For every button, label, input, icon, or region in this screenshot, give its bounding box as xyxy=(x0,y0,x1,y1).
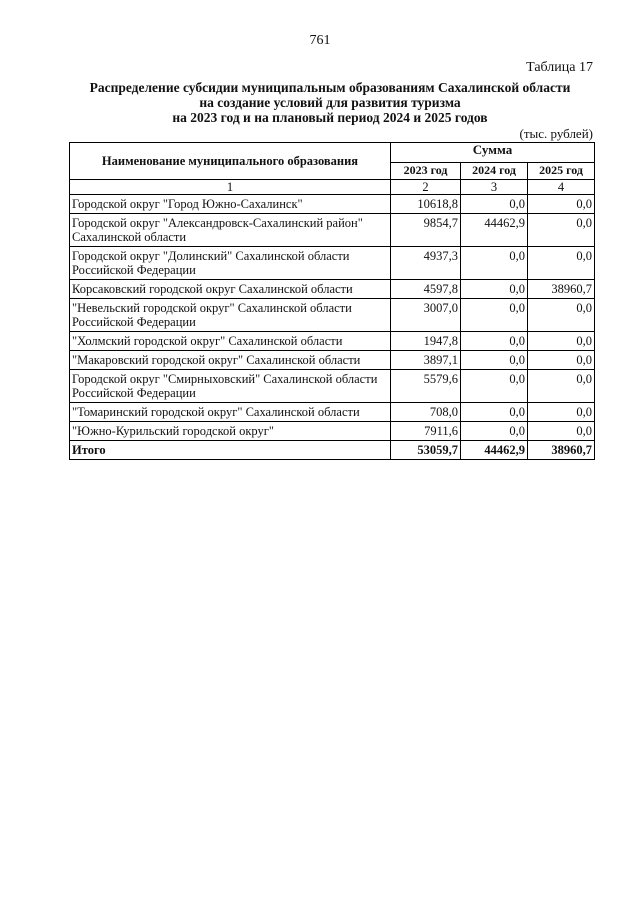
value-2024: 0,0 xyxy=(461,280,528,299)
value-2024: 0,0 xyxy=(461,247,528,280)
value-2025: 0,0 xyxy=(528,299,595,332)
value-2025: 0,0 xyxy=(528,195,595,214)
row-name: "Томаринский городской округ" Сахалинской области xyxy=(70,403,391,422)
header-year-2025: 2025 год xyxy=(528,163,595,180)
table-row xyxy=(70,351,595,370)
value-2025: 0,0 xyxy=(528,422,595,441)
value-2025: 0,0 xyxy=(528,332,595,351)
title-line-1: Распределение субсидии муниципальным образованиям Сахалинской области xyxy=(89,80,571,95)
total-2024: 44462,9 xyxy=(461,441,528,460)
row-name: "Невельский городской округ" Сахалинской области Российской Федерации xyxy=(70,299,391,332)
table-row xyxy=(70,370,595,403)
value-2024: 0,0 xyxy=(461,299,528,332)
document-title xyxy=(70,80,590,125)
total-2023: 53059,7 xyxy=(391,441,461,460)
value-2023: 1947,8 xyxy=(391,332,461,351)
table-row xyxy=(70,332,595,351)
title-line-2: на создание условий для развития туризма xyxy=(199,95,461,110)
value-2025: 0,0 xyxy=(528,351,595,370)
row-name: Городской округ "Александровск-Сахалинский район" Сахалинской области xyxy=(70,214,391,247)
table-row xyxy=(70,403,595,422)
value-2024: 0,0 xyxy=(461,195,528,214)
row-name: Городской округ "Смирныховский" Сахалинской области Российской Федерации xyxy=(70,370,391,403)
table-row xyxy=(70,195,595,214)
value-2023: 3897,1 xyxy=(391,351,461,370)
header-year-2024: 2024 год xyxy=(461,163,528,180)
table-row xyxy=(70,299,595,332)
table-label: Таблица 17 xyxy=(526,60,593,75)
total-row xyxy=(70,441,595,460)
table-row xyxy=(70,422,595,441)
row-name: Корсаковский городской округ Сахалинской области xyxy=(70,280,391,299)
units-label: (тыс. рублей) xyxy=(519,126,593,141)
header-name: Наименование муниципального образования xyxy=(70,143,391,180)
value-2023: 5579,6 xyxy=(391,370,461,403)
table-row xyxy=(70,247,595,280)
total-2025: 38960,7 xyxy=(528,441,595,460)
total-label: Итого xyxy=(70,441,391,460)
value-2025: 0,0 xyxy=(528,214,595,247)
value-2024: 0,0 xyxy=(461,370,528,403)
column-index-1: 1 xyxy=(70,180,391,195)
column-index-4: 4 xyxy=(528,180,595,195)
value-2024: 0,0 xyxy=(461,403,528,422)
value-2023: 7911,6 xyxy=(391,422,461,441)
value-2025: 0,0 xyxy=(528,247,595,280)
table-row xyxy=(70,214,595,247)
value-2024: 0,0 xyxy=(461,351,528,370)
value-2023: 9854,7 xyxy=(391,214,461,247)
row-name: "Макаровский городской округ" Сахалинской области xyxy=(70,351,391,370)
title-line-3: на 2023 год и на плановый период 2024 и 2025 годов xyxy=(172,110,488,125)
value-2024: 0,0 xyxy=(461,422,528,441)
page-number: 761 xyxy=(309,33,331,48)
value-2025: 38960,7 xyxy=(528,280,595,299)
row-name: "Холмский городской округ" Сахалинской области xyxy=(70,332,391,351)
subsidy-table xyxy=(69,142,595,460)
column-index-2: 2 xyxy=(391,180,461,195)
value-2025: 0,0 xyxy=(528,370,595,403)
value-2024: 0,0 xyxy=(461,332,528,351)
row-name: Городской округ "Город Южно-Сахалинск" xyxy=(70,195,391,214)
header-year-2023: 2023 год xyxy=(391,163,461,180)
value-2023: 10618,8 xyxy=(391,195,461,214)
table-row xyxy=(70,280,595,299)
value-2023: 708,0 xyxy=(391,403,461,422)
column-index-3: 3 xyxy=(461,180,528,195)
value-2025: 0,0 xyxy=(528,403,595,422)
header-sum: Сумма xyxy=(391,143,595,163)
value-2023: 4937,3 xyxy=(391,247,461,280)
row-name: "Южно-Курильский городской округ" xyxy=(70,422,391,441)
value-2023: 4597,8 xyxy=(391,280,461,299)
row-name: Городской округ "Долинский" Сахалинской области Российской Федерации xyxy=(70,247,391,280)
value-2023: 3007,0 xyxy=(391,299,461,332)
value-2024: 44462,9 xyxy=(461,214,528,247)
